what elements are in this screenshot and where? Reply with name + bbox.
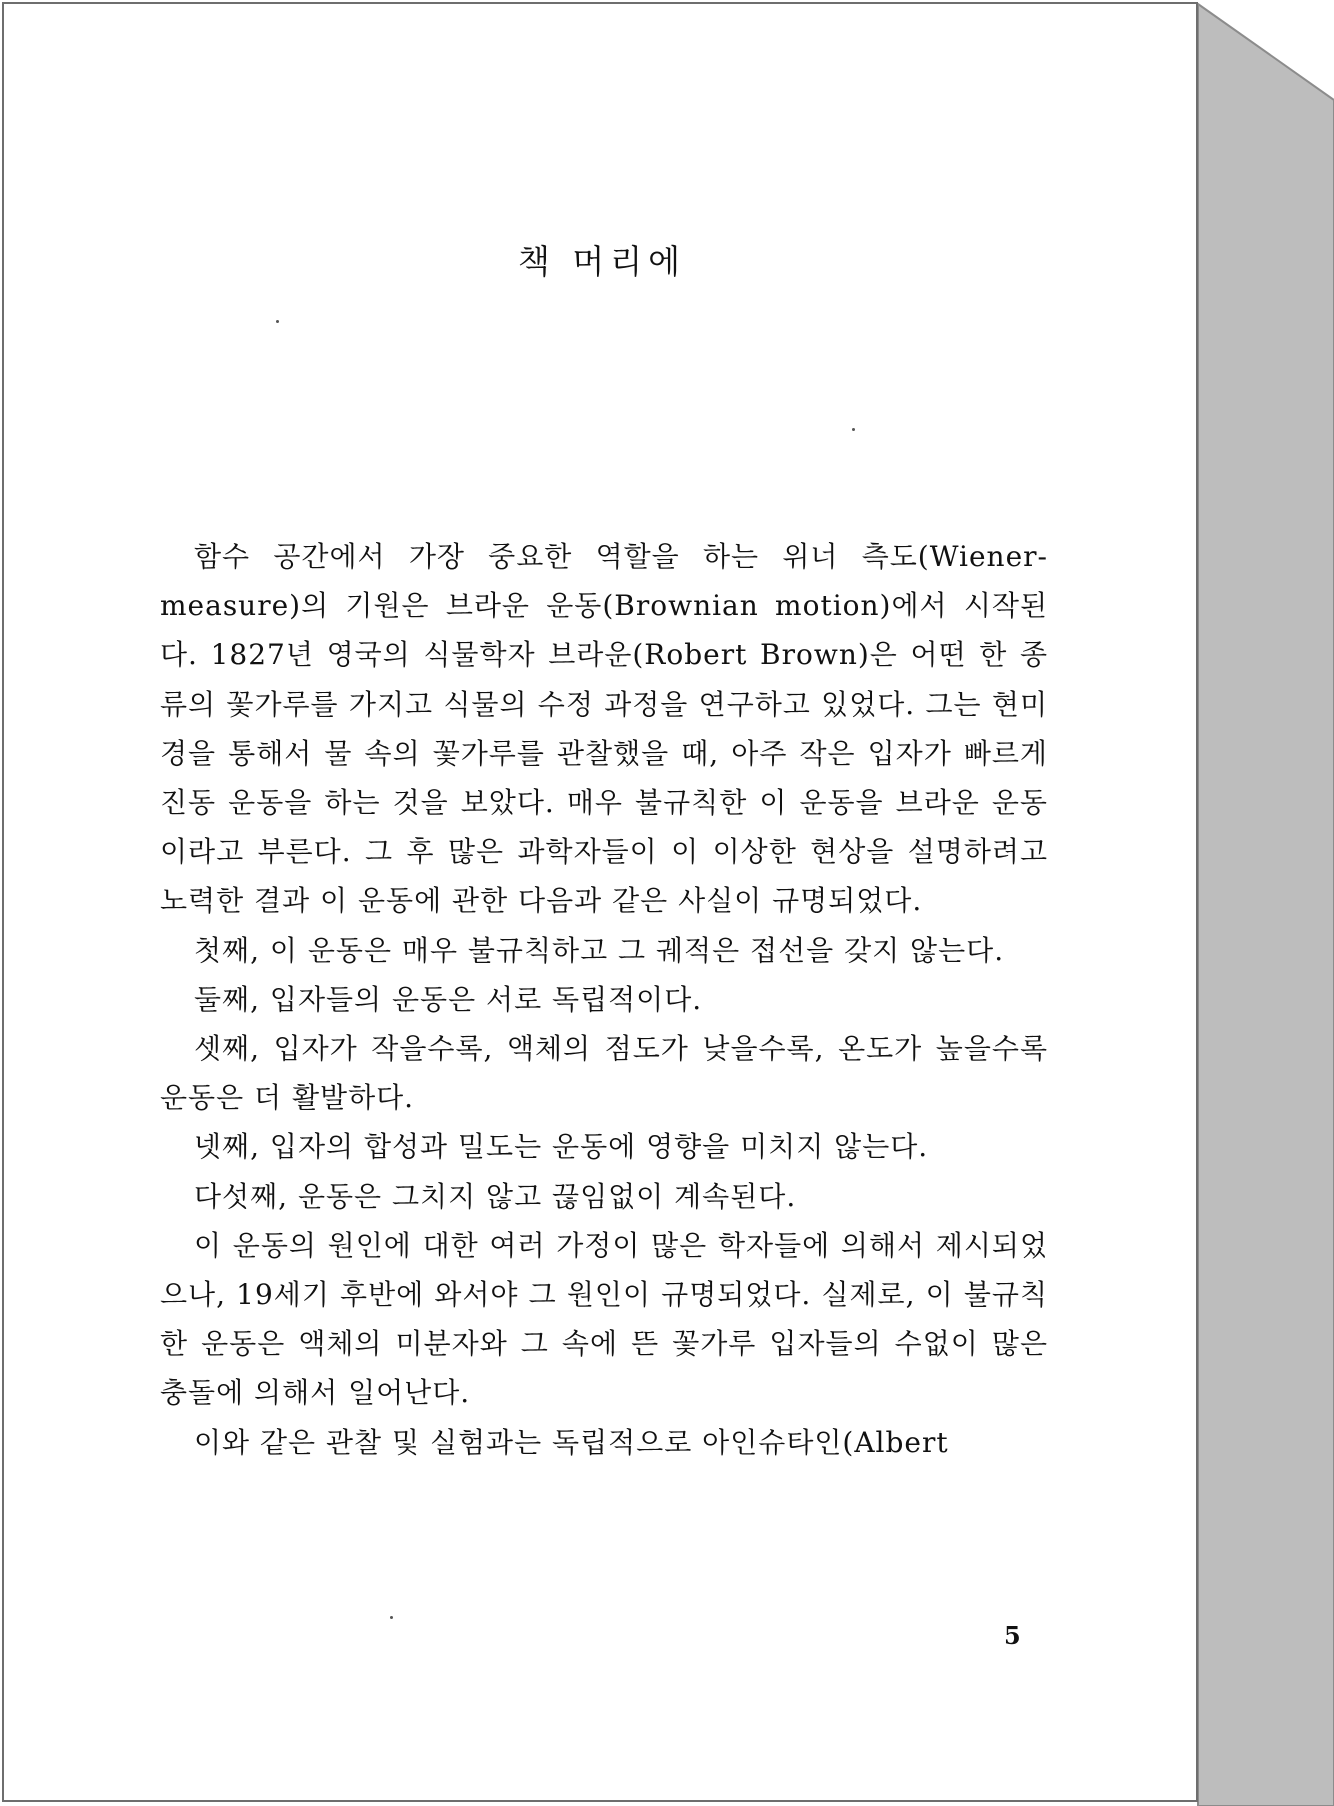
paragraph: 이 운동의 원인에 대한 여러 가정이 많은 학자들에 의해서 제시되었으나, 19세기 후반에 와서야 그 원인이 규명되었다. 실제로, 이 불규칙한 운동은 액체의 미분자와 그 속에 뜬 꽃가루 입자들의 수없이 많은 충돌에 의해서 일어난다. bbox=[160, 1228, 1048, 1410]
body-text bbox=[160, 532, 1048, 1467]
scan-speck bbox=[852, 428, 855, 431]
paragraph: 이와 같은 관찰 및 실험과는 독립적으로 아인슈타인(Albert bbox=[194, 1425, 949, 1459]
page-number: 5 bbox=[1004, 1621, 1021, 1650]
paragraph: 셋째, 입자가 작을수록, 액체의 점도가 낮을수록, 온도가 높을수록 운동은 더 활발하다. bbox=[160, 1032, 1048, 1115]
paragraph: 넷째, 입자의 합성과 밀도는 운동에 영향을 미치지 않는다. bbox=[194, 1130, 929, 1164]
scan-speck bbox=[276, 320, 279, 323]
paragraph: 첫째, 이 운동은 매우 불규칙하고 그 궤적은 접선을 갖지 않는다. bbox=[194, 933, 1005, 967]
paper-sheet bbox=[2, 2, 1198, 1802]
scan-speck bbox=[390, 1616, 393, 1619]
paragraph: 다섯째, 운동은 그치지 않고 끊임없이 계속된다. bbox=[194, 1179, 797, 1213]
paragraph: 함수 공간에서 가장 중요한 역할을 하는 위너 측도(Wiener-measure)의 기원은 브라운 운동(Brownian motion)에서 시작된다. 1827년 영국의 식물학자 브라운(Robert Brown)은 어떤 한 종류의 꽃가루를 가지고 식물의 수정 과정을 연구하고 있었다. 그는 현미경을 통해서 물 속의 꽃가루를 관찰했을 때, 아주 작은 입자가 빠르게 진동 운동을 하는 것을 보았다. 매우 불규칙한 이 운동을 브라운 운동이라고 부른다. 그 후 많은 과학자들이 이 이상한 현상을 설명하려고 노력한 결과 이 운동에 관한 다음과 같은 사실이 규명되었다. bbox=[160, 540, 1048, 918]
page-title: 책 머리에 bbox=[517, 242, 686, 281]
paragraph: 둘째, 입자들의 운동은 서로 독립적이다. bbox=[194, 982, 703, 1016]
